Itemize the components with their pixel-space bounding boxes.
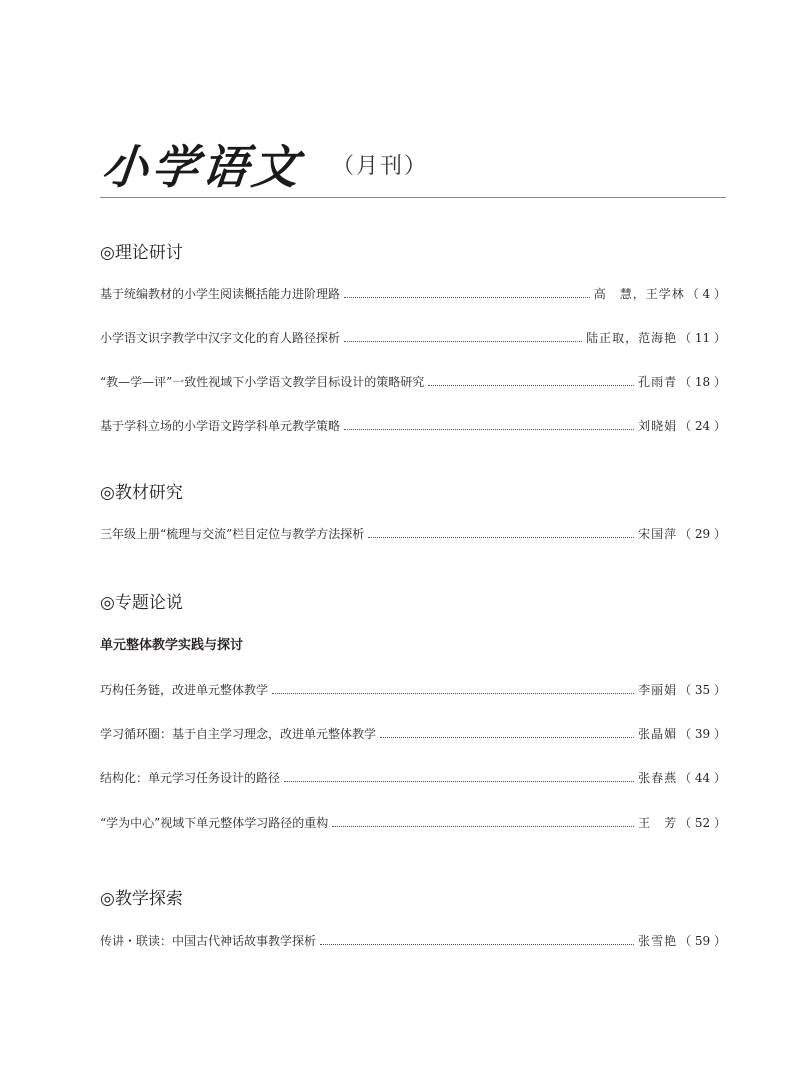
entry-page: （ 29 ） xyxy=(679,527,726,541)
entry-page: （ 4 ） xyxy=(686,287,726,301)
entry-page: （ 18 ） xyxy=(679,375,726,389)
entry-page: （ 52 ） xyxy=(679,816,726,830)
entry-author: 王 芳 xyxy=(638,816,678,830)
entry-title: “教—学—评”一致性视域下小学语文教学目标设计的策略研究 xyxy=(100,375,425,389)
entry-title: 小学语文识字教学中汉字文化的育人路径探析 xyxy=(100,331,341,345)
entry-title: 结构化：单元学习任务设计的路径 xyxy=(100,771,281,785)
masthead xyxy=(100,140,726,198)
entry-title: 传讲・联读：中国古代神话故事教学探析 xyxy=(100,934,317,948)
subsection-heading: 单元整体教学实践与探讨 xyxy=(100,638,244,653)
entry-author: 孔雨青 xyxy=(638,375,678,389)
toc-entry[interactable] xyxy=(100,724,726,744)
entry-author: 李丽娟 xyxy=(638,683,678,697)
entry-author: 陆正取，范海艳 xyxy=(586,331,678,345)
entry-title: 基于统编教材的小学生阅读概括能力进阶理路 xyxy=(100,287,341,301)
entry-page: （ 11 ） xyxy=(679,331,726,345)
dot-leader xyxy=(320,944,634,945)
entry-page: （ 59 ） xyxy=(679,934,726,948)
entry-title: 巧构任务链，改进单元整体教学 xyxy=(100,683,269,697)
entry-author: 张晶媚 xyxy=(638,727,678,741)
dot-leader xyxy=(284,781,634,782)
entry-page: （ 24 ） xyxy=(679,419,726,433)
entry-page: （ 39 ） xyxy=(679,727,726,741)
dot-leader xyxy=(368,537,634,538)
entry-author: 张雪艳 xyxy=(638,934,678,948)
entry-title: 学习循环圈：基于自主学习理念，改进单元整体教学 xyxy=(100,727,377,741)
entry-title: 三年级上册“梳理与交流”栏目定位与教学方法探析 xyxy=(100,527,365,541)
toc-entry[interactable] xyxy=(100,524,726,544)
dot-leader xyxy=(380,737,634,738)
toc-entry[interactable] xyxy=(100,680,726,700)
entry-author: 宋国萍 xyxy=(638,527,678,541)
entry-title: 基于学科立场的小学语文跨学科单元教学策略 xyxy=(100,419,341,433)
dot-leader xyxy=(272,693,634,694)
toc-entry[interactable] xyxy=(100,416,726,436)
dot-leader xyxy=(344,429,634,430)
section-heading-topic: ◎专题论说 xyxy=(100,593,183,613)
dot-leader xyxy=(428,385,634,386)
toc-entry[interactable] xyxy=(100,768,726,788)
entry-author: 高 慧，王学林 xyxy=(593,287,685,301)
dot-leader xyxy=(344,341,582,342)
entry-page: （ 35 ） xyxy=(679,683,726,697)
journal-title: 小学语文 xyxy=(99,140,305,194)
dot-leader xyxy=(344,297,590,298)
entry-title: “学为中心”视域下单元整体学习路径的重构 xyxy=(100,816,329,830)
toc-entry[interactable] xyxy=(100,372,726,392)
toc-entry[interactable] xyxy=(100,813,726,833)
toc-entry[interactable] xyxy=(100,931,726,951)
header-rule xyxy=(100,197,726,198)
toc-entry[interactable] xyxy=(100,328,726,348)
entry-author: 张春燕 xyxy=(638,771,678,785)
dot-leader xyxy=(332,826,634,827)
section-heading-exploration: ◎教学探索 xyxy=(100,889,183,909)
section-heading-textbook: ◎教材研究 xyxy=(100,483,183,503)
journal-subtitle: （月刊） xyxy=(332,154,429,179)
entry-author: 刘晓娟 xyxy=(638,419,678,433)
toc-entry[interactable] xyxy=(100,284,726,304)
entry-page: （ 44 ） xyxy=(679,771,726,785)
section-heading-theory: ◎理论研讨 xyxy=(100,243,183,263)
